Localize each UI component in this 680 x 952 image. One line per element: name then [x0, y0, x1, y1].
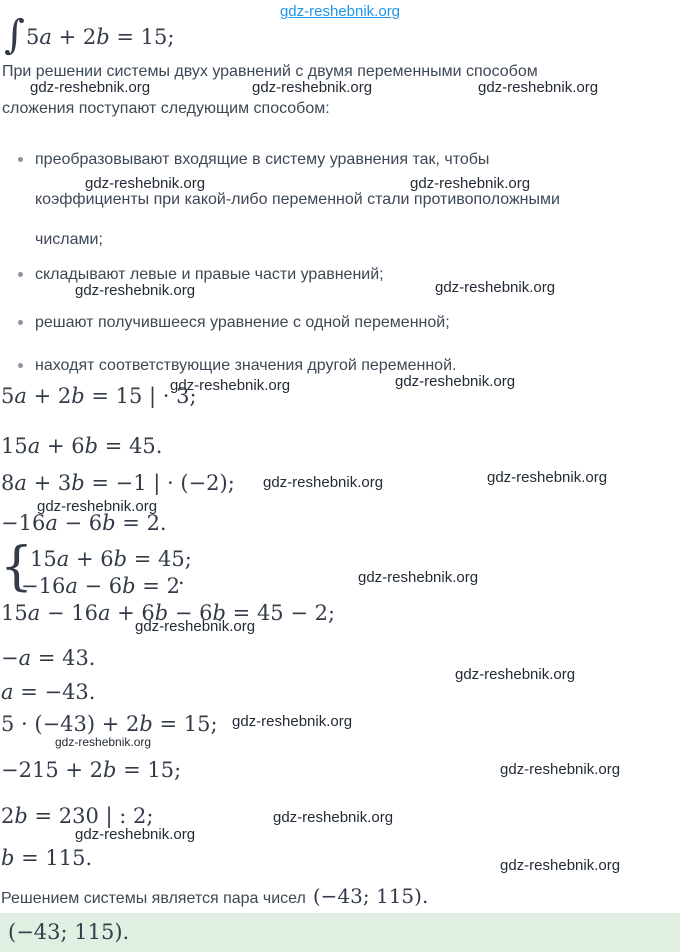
watermark: gdz-reshebnik.org — [455, 666, 576, 683]
bullet-dot — [18, 157, 23, 162]
bullet-1-line-1: преобразовывают входящие в систему уравнения так, чтобы — [35, 151, 490, 168]
site-watermark-link[interactable]: gdz-reshebnik.org — [279, 3, 401, 20]
watermark: gdz-reshebnik.org — [500, 857, 621, 874]
watermark: gdz-reshebnik.org — [487, 469, 608, 486]
math-step-11: b = 115. — [1, 846, 93, 870]
system-equation-1: 15a + 6b = 45; — [30, 547, 192, 571]
watermark: gdz-reshebnik.org — [410, 175, 531, 192]
watermark: gdz-reshebnik.org — [273, 809, 394, 826]
math-step-1: 5a + 2b = 15 | · 3; — [1, 384, 197, 408]
watermark: gdz-reshebnik.org — [30, 79, 151, 96]
system-brace: { — [0, 537, 34, 597]
watermark: gdz-reshebnik.org — [37, 498, 158, 515]
watermark: gdz-reshebnik.org — [252, 79, 373, 96]
conclusion-text: Решением системы является пара чисел — [1, 890, 306, 907]
math-step-2: 15a + 6b = 45. — [1, 434, 163, 458]
watermark: gdz-reshebnik.org — [55, 735, 152, 749]
bullet-4: находят соответствующие значения другой переменной. — [35, 357, 457, 374]
watermark: gdz-reshebnik.org — [75, 826, 196, 843]
bullet-2: складывают левые и правые части уравнений; — [35, 266, 384, 283]
watermark: gdz-reshebnik.org — [232, 713, 353, 730]
math-step-7: a = −43. — [1, 680, 96, 704]
bullet-dot — [18, 320, 23, 325]
watermark: gdz-reshebnik.org — [85, 175, 206, 192]
math-step-10: 2b = 230 | : 2; — [1, 804, 154, 828]
intro-line-1: При решении системы двух уравнений с двумя переменными способом — [2, 63, 538, 80]
math-step-8: 5 · (−43) + 2b = 15; — [1, 712, 218, 736]
watermark: gdz-reshebnik.org — [263, 474, 384, 491]
bullet-1-line-2: коэффициенты при какой-либо переменной стали противоположными — [35, 191, 560, 208]
watermark: gdz-reshebnik.org — [358, 569, 479, 586]
watermark: gdz-reshebnik.org — [395, 373, 516, 390]
conclusion-pair: (−43; 115). — [312, 884, 429, 908]
watermark: gdz-reshebnik.org — [75, 282, 196, 299]
watermark: gdz-reshebnik.org — [435, 279, 556, 296]
bullet-3: решают получившееся уравнение с одной переменной; — [35, 314, 450, 331]
math-step-6: −a = 43. — [1, 646, 96, 670]
conclusion-line — [1, 883, 428, 909]
watermark: gdz-reshebnik.org — [135, 618, 256, 635]
math-step-5: 15a − 16a + 6b − 6b = 45 − 2; — [1, 601, 336, 625]
math-step-4: −16a − 6b = 2. — [1, 511, 167, 535]
math-step-3: 8a + 3b = −1 | · (−2); — [1, 471, 235, 495]
answer-highlight — [0, 913, 680, 952]
math-step-9: −215 + 2b = 15; — [1, 758, 182, 782]
bullet-dot — [18, 272, 23, 277]
watermark: gdz-reshebnik.org — [170, 377, 291, 394]
bullet-dot — [18, 363, 23, 368]
watermark: gdz-reshebnik.org — [500, 761, 621, 778]
system-equation-2: −16a − 6b = 2 — [21, 574, 180, 598]
system-period: . — [178, 565, 185, 589]
answer-value: (−43; 115). — [8, 920, 130, 944]
equation-top: 5a + 2b = 15; — [26, 25, 175, 49]
bullet-1-line-3: числами; — [35, 231, 103, 248]
watermark: gdz-reshebnik.org — [478, 79, 599, 96]
intro-line-2: сложения поступают следующим способом: — [2, 100, 330, 117]
system-brace-partial: ∫ — [4, 12, 25, 58]
